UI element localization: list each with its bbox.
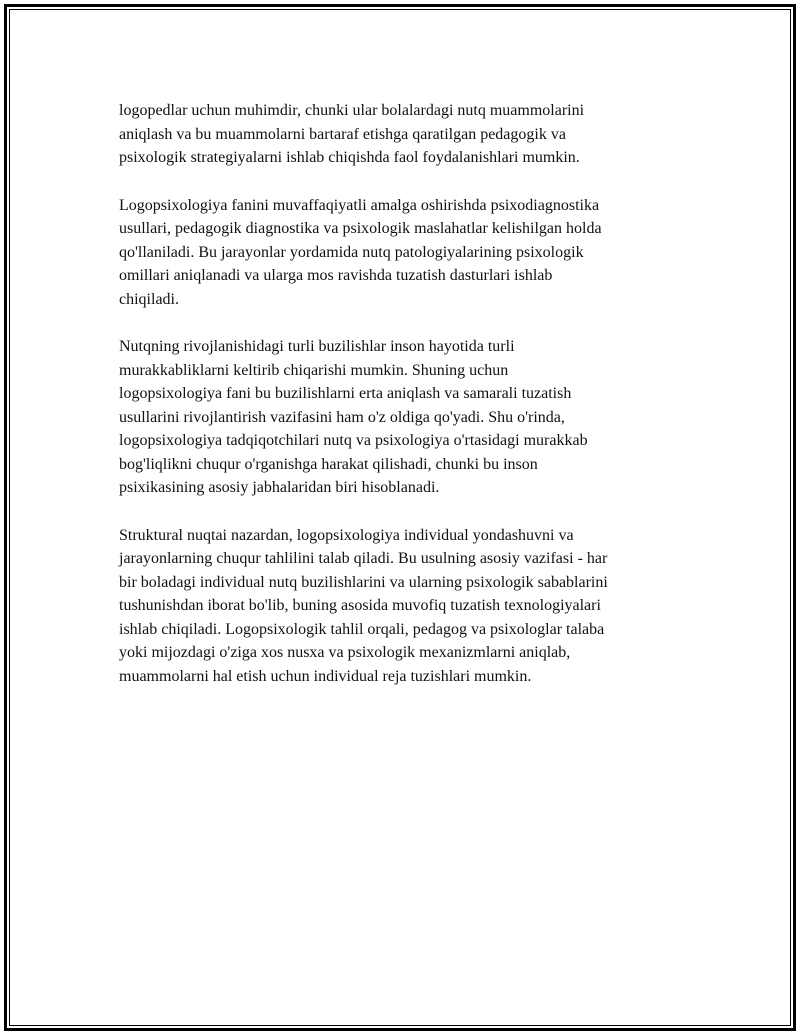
text-line: ishlab chiqiladi. Logopsixologik tahlil orqali, pedagog va psixologlar talaba [119,620,605,638]
text-line: bog'liqlikni chuqur o'rganishga harakat qilishadi, chunki bu inson [119,455,538,473]
text-line: logopedlar uchun muhimdir, chunki ular bolalardagi nutq muammolarini [119,102,585,119]
document-page [4,4,796,1031]
text-line: Nutqning rivojlanishidagi turli buzilishlar inson hayotida turli [119,338,515,355]
text-line: omillari aniqlanadi va ularga mos ravishda tuzatish dasturlari ishlab [119,267,553,284]
text-line: chiqiladi. [119,290,179,308]
text-line: Struktural nuqtai nazardan, logopsixologiya individual yondashuvni va [119,526,574,544]
text-line: qo'llaniladi. Bu jarayonlar yordamida nutq patologiyalarining psixologik [119,243,584,261]
text-line: logopsixologiya fani bu buzilishlarni erta aniqlash va samarali tuzatish [119,385,572,402]
text-line: yoki mijozdagi o'ziga xos nusxa va psixologik mexanizmlarni aniqlab, [119,644,571,661]
text-line: muammolarni hal etish uchun individual reja tuzishlari mumkin. [119,667,532,685]
paragraph-1 [119,99,679,170]
text-line: usullarini rivojlantirish vazifasini ham o'z oldiga qo'yadi. Shu o'rinda, [119,408,565,426]
text-line: jarayonlarning chuqur tahlilini talab qiladi. Bu usulning asosiy vazifasi - har [119,550,608,567]
text-line: psixikasining asosiy jabhalaridan biri hisoblanadi. [119,479,440,496]
text-line: Logopsixologiya fanini muvaffaqiyatli amalga oshirishda psixodiagnostika [119,196,600,214]
paragraph-3 [119,335,679,500]
text-line: bir boladagi individual nutq buzilishlarini va ularning psixologik sabablarini [119,573,608,591]
paragraph-2 [119,194,679,312]
text-line: tushunishdan iborat bo'lib, buning asosida muvofiq tuzatish texnologiyalari [119,597,601,614]
text-line: murakkabliklarni keltirib chiqarishi mumkin. Shuning uchun [119,361,509,379]
text-line: logopsixologiya tadqiqotchilari nutq va psixologiya o'rtasidagi murakkab [119,432,588,449]
text-line: usullari, pedagogik diagnostika va psixologik maslahatlar kelishilgan holda [119,220,602,237]
paragraph-4 [119,524,679,689]
text-line: psixologik strategiyalarni ishlab chiqishda faol foydalanishlari mumkin. [119,149,580,166]
text-line: aniqlash va bu muammolarni bartaraf etishga qaratilgan pedagogik va [119,125,566,143]
document-body [119,99,679,712]
